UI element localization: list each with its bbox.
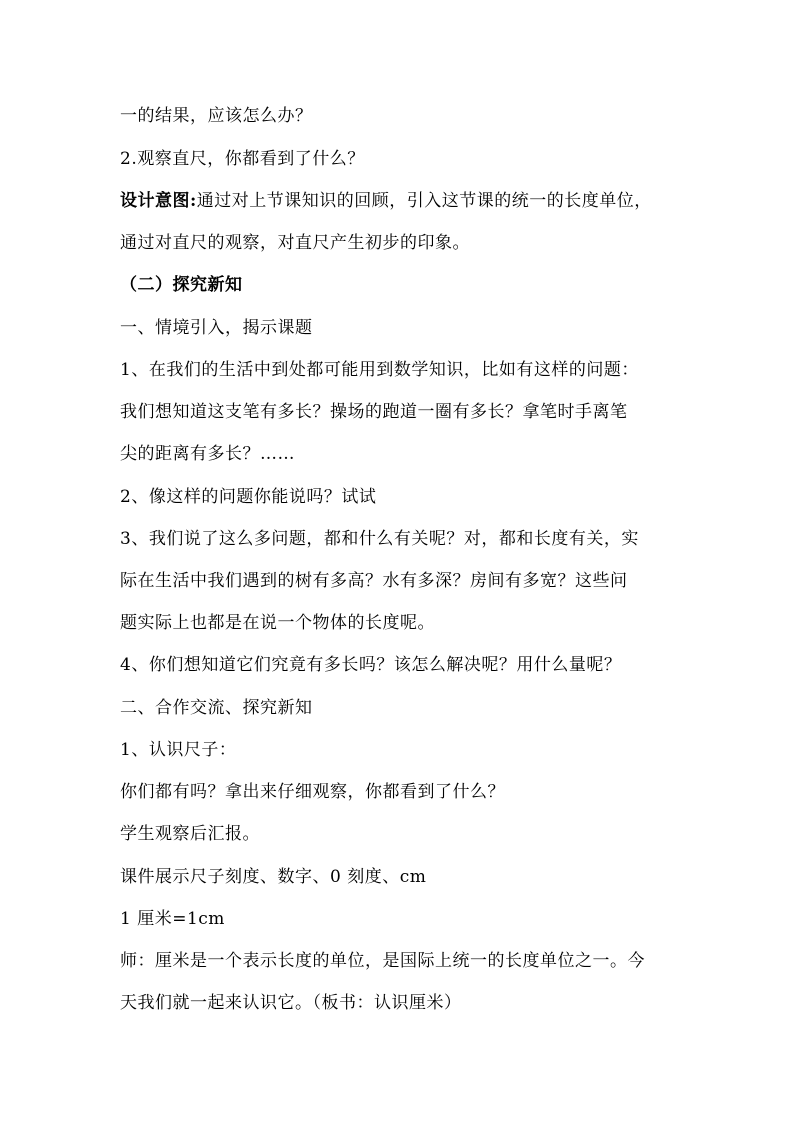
text-line-6: 一、情境引入，揭示课题 [120, 318, 313, 338]
text-line-4: 通过对直尺的观察，对直尺产生初步的印象。 [120, 233, 470, 253]
design-intent-line [120, 190, 680, 212]
text-line-7: 1、在我们的生活中到处都可能用到数学知识，比如有这样的问题： [120, 360, 639, 380]
text-line-18: 学生观察后汇报。 [120, 824, 260, 844]
text-line-22: 天我们就一起来认识它。（板书：认识厘米） [120, 993, 462, 1013]
text-line-11: 3、我们说了这么多问题，都和什么有关呢？对，都和长度有关，实 [120, 529, 639, 549]
text-line-20: 1 厘米=1cm [120, 909, 225, 929]
section-heading: （二）探究新知 [120, 275, 243, 295]
text-line-1: 一的结果，应该怎么办？ [120, 106, 313, 126]
text-line-19: 课件展示尺子刻度、数字、0 刻度、cm [120, 867, 427, 887]
text-line-8: 我们想知道这支笔有多长？操场的跑道一圈有多长？拿笔时手离笔 [120, 402, 628, 422]
text-line-9: 尖的距离有多长？…… [120, 444, 295, 464]
text-line-12: 际在生活中我们遇到的树有多高？水有多深？房间有多宽？这些问 [120, 571, 628, 591]
text-line-21: 师：厘米是一个表示长度的单位，是国际上统一的长度单位之一。今 [120, 951, 645, 971]
design-intent-label: 设计意图: [120, 191, 197, 211]
text-line-15: 二、合作交流、探究新知 [120, 698, 313, 718]
text-line-17: 你们都有吗？拿出来仔细观察，你都看到了什么？ [120, 782, 505, 802]
text-line-16: 1、认识尺子： [120, 740, 237, 760]
text-line-13: 题实际上也都是在说一个物体的长度呢。 [120, 613, 435, 633]
text-line-10: 2、像这样的问题你能说吗？试试 [120, 487, 377, 507]
design-intent-text: 通过对上节课知识的回顾，引入这节课的统一的长度单位， [196, 191, 652, 211]
text-line-2: 2.观察直尺，你都看到了什么？ [120, 149, 365, 169]
text-line-14: 4、你们想知道它们究竟有多长吗？该怎么解决呢？用什么量呢？ [120, 655, 622, 675]
